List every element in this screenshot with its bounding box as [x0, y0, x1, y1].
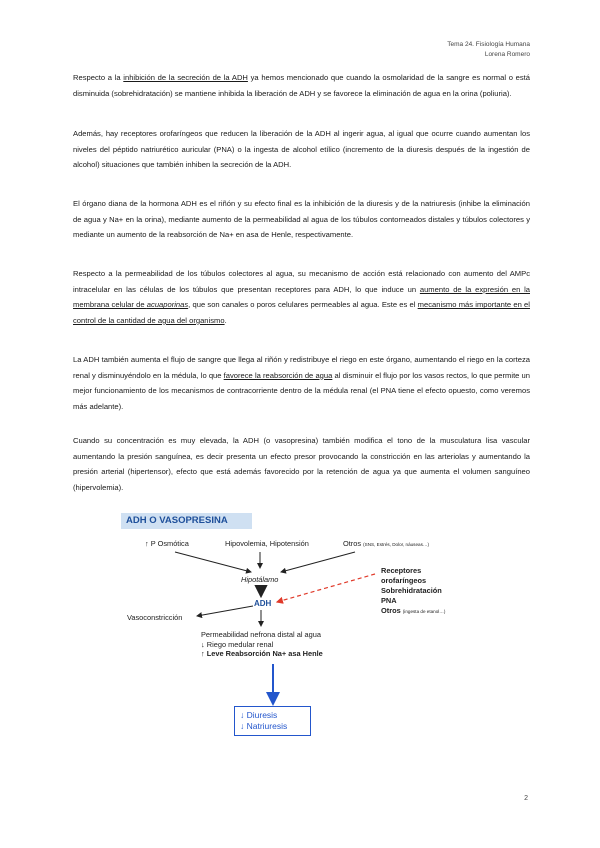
- effect-permeabilidad: Permeabilidad nefrona distal al agua: [201, 630, 321, 639]
- effect-reabsorcion: ↑ Leve Reabsorción Na+ asa Henle: [201, 649, 323, 658]
- page-header: [447, 40, 530, 60]
- inhib-otros-small: (ingesta de etanol…): [402, 609, 446, 614]
- arrow-posm: [175, 552, 251, 572]
- paragraph-1: [73, 70, 530, 101]
- p4-text-b: , que son canales o poros celulares permeables al agua. Este es el: [188, 300, 418, 310]
- inhib-orofaringeos: orofaríngeos: [381, 576, 427, 585]
- arrow-otros: [281, 552, 355, 572]
- inhib-otros-text: Otros: [381, 606, 401, 615]
- adh-diagram: [115, 512, 495, 742]
- p5-text-a: La ADH también aumenta el flujo de sangre que llega al riñón y redistribuye el riego en este órgano, aumentando el riego en la corteza renal y disminuyéndolo en la médula, lo que: [73, 355, 530, 380]
- header-author: Lorena Romero: [484, 51, 530, 58]
- hipovolemia-label: Hipovolemia, Hipotensión: [225, 539, 309, 548]
- paragraph-6: Cuando su concentración es muy elevada, la ADH (o vasopresina) también modifica el tono de la musculatura lisa vascular aumentando la presión sanguínea, es decir presenta un efecto presor provocando la constricción en las arteriolas y aumentando la presión arterial (hipertensor), efecto que está además favorecido por la retención de agua ya que aumenta el volumen sanguíneo (hipervolemia).: [73, 436, 530, 492]
- effect-riego: ↓ Riego medular renal: [201, 639, 274, 649]
- paragraph-5: [73, 352, 530, 414]
- p4-text-a: Respecto a la permeabilidad de los túbulos colectores al agua, su mecanismo de acción está relacionado con aumento del AMPc intracelular en las células de los túbulos que presentan receptores para ADH, lo que induce un: [73, 269, 530, 294]
- p4-underline-a: aumento de la expresión en la membrana celular de: [73, 284, 530, 310]
- header-course: Tema 24. Fisiología Humana: [447, 41, 530, 48]
- paragraph-3: El órgano diana de la hormona ADH es el riñón y su efecto final es la inhibición de la diuresis y de la natriuresis (inhibe la eliminación de agua y Na+ en la orina), mediante aumento de la permeabilidad al agua de los túbulos contorneados distales y túbulos colectores y mediante un aumento de la reabsorción de Na+ en asa de Henle, respectivamente.: [73, 199, 530, 240]
- inhib-otros: [381, 606, 445, 617]
- outcome-diuresis: ↓ Diuresis: [240, 710, 278, 720]
- hipotalamo-label: Hipotálamo: [241, 575, 279, 584]
- p1-text-b: ya hemos mencionado que cuando la osmolaridad de la sangre es normal o está disminuida (sobrehidratación) se mantiene inhibida la liberación de ADH y se favorece la eliminación de agua en la orina (poliuria).: [73, 73, 530, 98]
- p4-underline-italic: acuaporinas: [146, 300, 189, 310]
- paragraph-2: Además, hay receptores orofaríngeos que reducen la liberación de la ADH al ingerir agua, al igual que ocurre cuando aumentan los niveles del péptido natriurético auricular (PNA) o la ingesta de alcohol etílico (incremento de la diuresis después de la ingestión de alcohol) situaciones que también inhiben la secreción de la ADH.: [73, 129, 530, 170]
- arrow-vasocon: [197, 606, 253, 616]
- posm-label: ↑ P Osmótica: [145, 539, 189, 548]
- inhib-receptores: Receptores: [381, 566, 422, 575]
- outcome-natriuresis: ↓ Natriuresis: [240, 721, 288, 731]
- p5-underline: favorece la reabsorción de agua: [223, 370, 333, 380]
- diagram-title: ADH O VASOPRESINA: [121, 513, 252, 529]
- p1-text-a: Respecto a la: [73, 73, 124, 82]
- otros-top-label: [343, 539, 429, 548]
- adh-label: ADH: [254, 599, 272, 608]
- paragraph-4: [73, 266, 530, 328]
- page-number: 2: [524, 795, 528, 802]
- arrow-inhibitors: [277, 574, 375, 602]
- effects-list: [201, 630, 323, 659]
- p1-underline: inhibición de la secreción de la ADH: [123, 73, 248, 82]
- p5-text-b: al disminuir el flujo por los vasos rectos, lo que permite un mejor funcionamiento de los mecanismos de contracorriente dentro de la médula renal (el PNA tiene el efecto opuesto, como veremos más adelante).: [73, 370, 531, 411]
- inhib-pna: PNA: [381, 596, 397, 605]
- inhibitors-list: [381, 566, 445, 617]
- otros-top-text: Otros: [343, 539, 362, 548]
- p4-text-c: .: [224, 315, 227, 325]
- p4-underline-b: mecanismo más importante en el control de la cantidad de agua del organismo: [73, 300, 530, 325]
- vasoconstriccion-label: Vasoconstricción: [127, 613, 183, 622]
- inhib-sobrehidratacion: Sobrehidratación: [381, 586, 442, 595]
- otros-top-small: (SNS, Estrés, Dolor, náuseas…): [363, 542, 430, 547]
- outcome-box: [234, 706, 311, 736]
